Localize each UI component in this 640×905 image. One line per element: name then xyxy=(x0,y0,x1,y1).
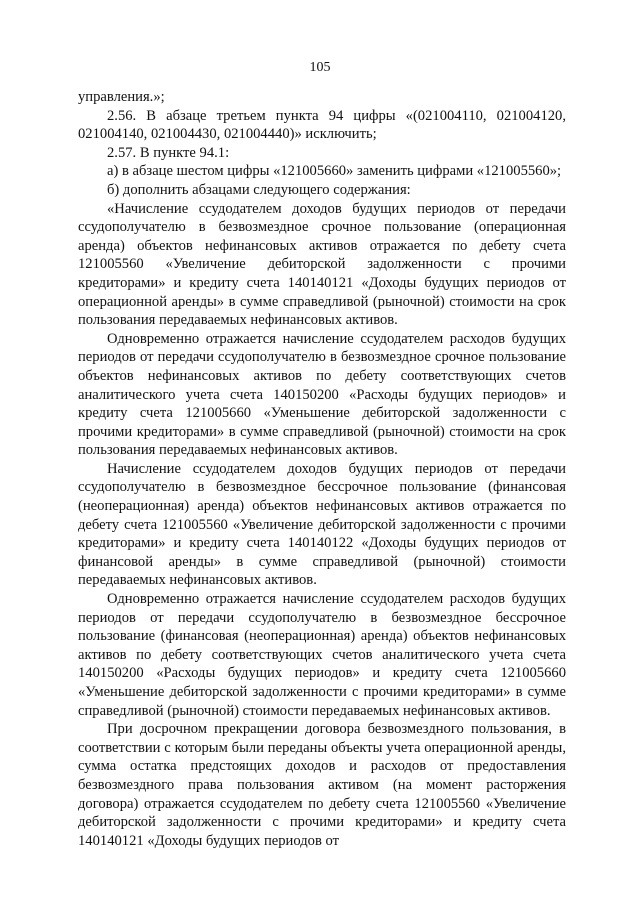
paragraph-quote-5: При досрочном прекращении договора безвозмездного пользования, в соответствии с которым были переданы объекты учета операционной аренды, сумма остатка предстоящих доходов и расходов от предоставления безвозмездного права пользования активом (на момент расторжения договора) отражается ссудодателем по дебету счета 121005560 «Увеличение дебиторской задолженности с прочими кредиторами» и кредиту счета 140140121 «Доходы будущих периодов от xyxy=(78,721,566,849)
document-body xyxy=(78,88,566,850)
page-number: 105 xyxy=(309,60,331,75)
paragraph-quote-3: Начисление ссудодателем доходов будущих периодов от передачи ссудополучателю в безвозмездное бессрочное пользование (финансовая (неоперационная) аренда) объектов нефинансовых активов отражается по дебету счета 121005560 «Увеличение дебиторской задолженности с прочими кредиторами» и кредиту счета 140140122 «Доходы будущих периодов от финансовой аренды» в сумме справедливой (рыночной) стоимости передаваемых нефинансовых активов. xyxy=(78,460,566,589)
paragraph-item-2-56: 2.56. В абзаце третьем пункта 94 цифры «(021004110, 021004120, 021004140, 021004430, 021004440)» исключить; xyxy=(78,107,566,143)
paragraph-subitem-b: б) дополнить абзацами следующего содержания: xyxy=(107,181,411,198)
paragraph-subitem-a: а) в абзаце шестом цифры «121005660» заменить цифрами «121005560»; xyxy=(107,163,562,180)
paragraph-item-2-57: 2.57. В пункте 94.1: xyxy=(107,144,230,161)
paragraph-quote-1: «Начисление ссудодателем доходов будущих периодов от передачи ссудополучателю в безвозмездное срочное пользование (операционная аренда) объектов нефинансовых активов отражается по дебету счета 121005560 «Увеличение дебиторской задолженности с прочими кредиторами» и кредиту счета 140140121 «Доходы будущих периодов от операционной аренды» в сумме справедливой (рыночной) стоимости на срок пользования передаваемых нефинансовых активов. xyxy=(78,200,566,329)
paragraph-quote-4: Одновременно отражается начисление ссудодателем расходов будущих периодов от передачи ссудополучателю в безвозмездное бессрочное пользование (финансовая (неоперационная) аренда) объектов нефинансовых активов по дебету соответствующих счетов аналитического учета счета 140150200 «Расходы будущих периодов» и кредиту счета 121005660 «Уменьшение дебиторской задолженности с прочими кредиторами» в сумме справедливой (рыночной) стоимости передаваемых нефинансовых активов. xyxy=(78,591,566,719)
paragraph-quote-2: Одновременно отражается начисление ссудодателем расходов будущих периодов от передачи ссудополучателю в безвозмездное срочное пользование объектов нефинансовых активов по дебету соответствующих счетов аналитического учета счета 140150200 «Расходы будущих периодов» и кредиту счета 121005660 «Уменьшение дебиторской задолженности с прочими кредиторами» в сумме справедливой (рыночной) стоимости на срок пользования передаваемых нефинансовых активов. xyxy=(78,330,566,459)
paragraph-continuation: управления.»; xyxy=(78,89,165,105)
